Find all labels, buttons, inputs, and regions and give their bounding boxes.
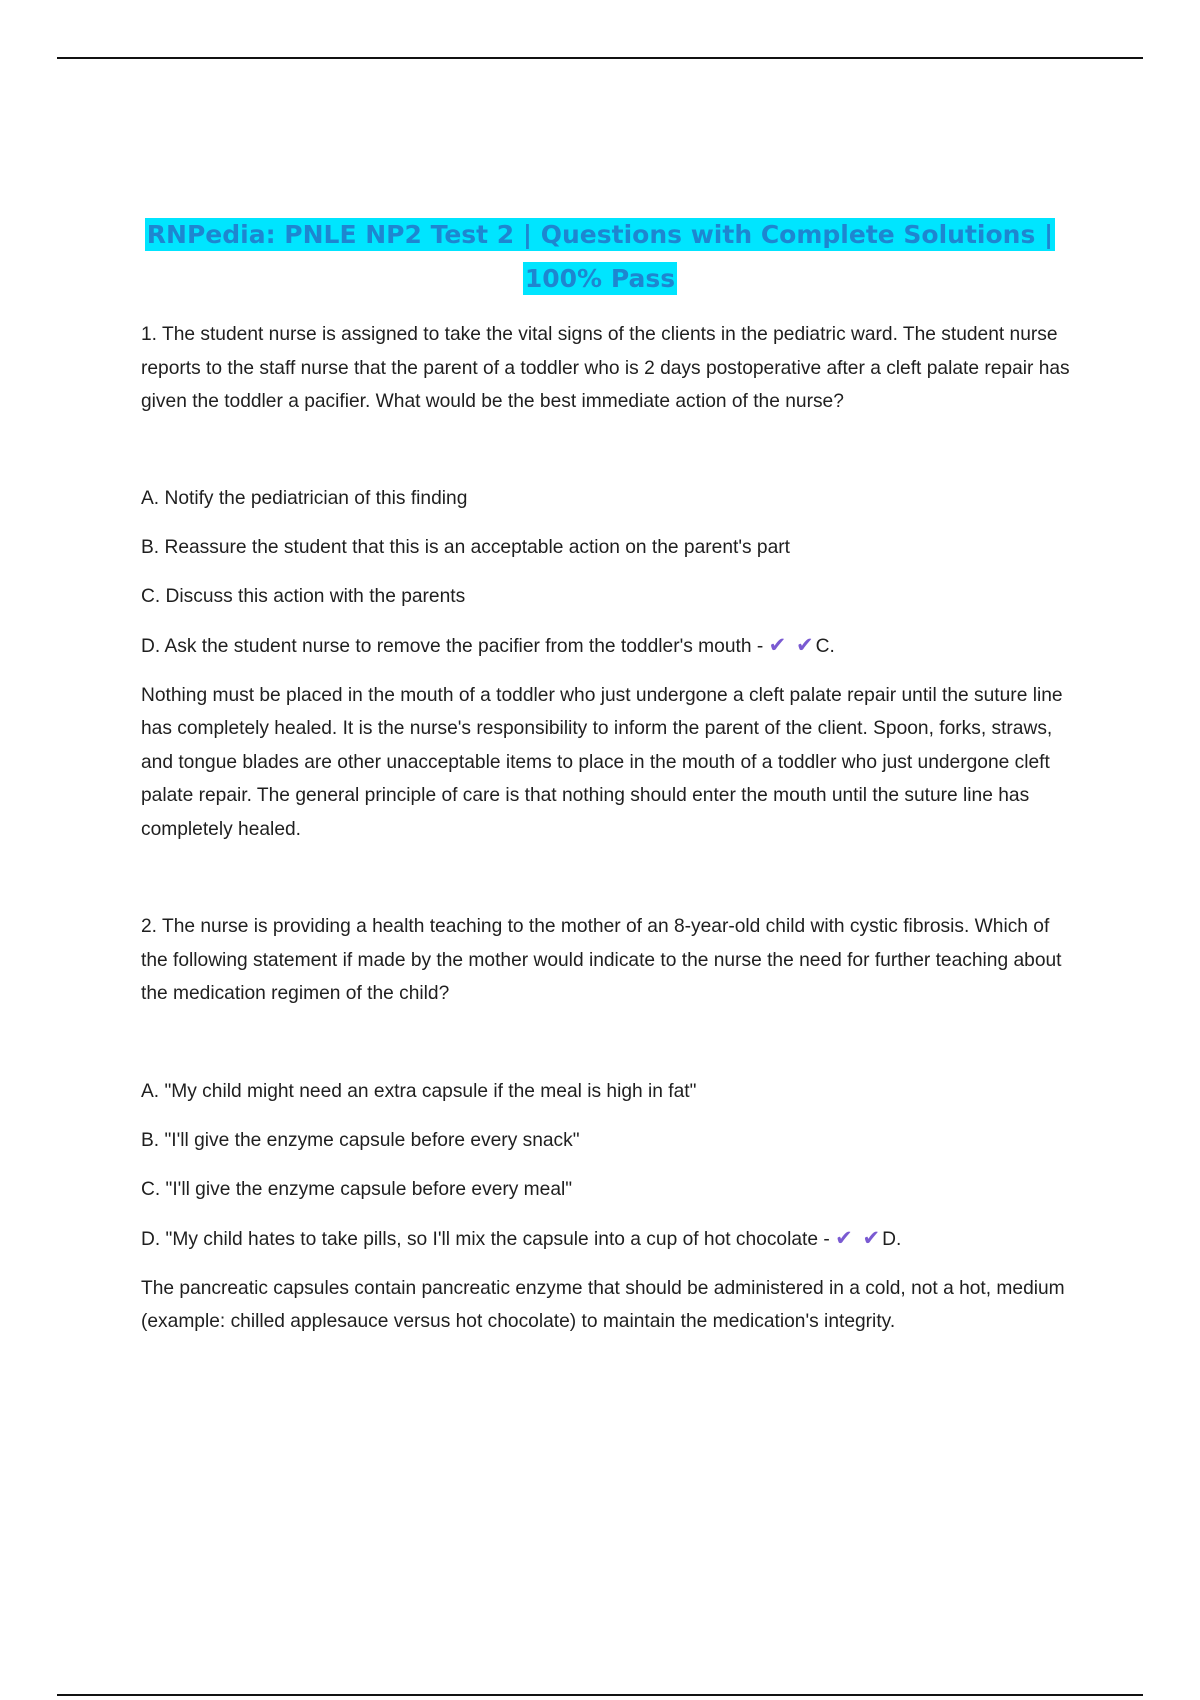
option-a: A. Notify the pediatrician of this finding <box>141 487 468 509</box>
document-title <box>140 213 1060 301</box>
option-d-text: D. Ask the student nurse to remove the pacifier from the toddler's mouth - <box>141 635 764 657</box>
title-line-1: RNPedia: PNLE NP2 Test 2 | Questions with Complete Solutions | <box>146 220 1054 249</box>
header-rule <box>57 57 1143 59</box>
question-text: 1. The student nurse is assigned to take the vital signs of the clients in the pediatric ward. The student nurse reports to the staff nurse that the parent of a toddler who is 2 days postoperative after a cleft palate repair has given the toddler a pacifier. What would be the best immediate action of the nurse? <box>141 324 1070 412</box>
option-d-text: D. "My child hates to take pills, so I'll mix the capsule into a cup of hot chocolate - <box>141 1228 830 1250</box>
footer-rule <box>57 1694 1143 1696</box>
question-block <box>141 318 1071 846</box>
answer-key: C. <box>815 635 835 657</box>
rationale-text: Nothing must be placed in the mouth of a toddler who just undergone a cleft palate repair until the suture line has completely healed. It is the nurse's responsibility to inform the parent of the client. Spoon, forks, straws, and tongue blades are other unacceptable items to place in the mouth of a toddler who just undergone cleft palate repair. The general principle of care is that nothing should enter the mouth until the suture line has completely healed. <box>141 684 1063 840</box>
question-text: 2. The nurse is providing a health teaching to the mother of an 8-year-old child with cystic fibrosis. Which of the following statement if made by the mother would indicate to the nurse the need for further teaching about the medication regimen of the child? <box>141 916 1062 1004</box>
option-b: B. "I'll give the enzyme capsule before every snack" <box>141 1129 580 1151</box>
check-mark-icon: ✔ ✔ <box>835 1226 883 1250</box>
option-a: A. "My child might need an extra capsule if the meal is high in fat" <box>141 1080 697 1102</box>
option-c: C. "I'll give the enzyme capsule before every meal" <box>141 1178 573 1200</box>
check-mark-icon: ✔ ✔ <box>768 633 816 657</box>
option-d <box>141 1222 1071 1272</box>
answer-key: D. <box>882 1228 902 1250</box>
title-line-2: 100% Pass <box>524 264 676 293</box>
question-block <box>141 910 1071 1339</box>
option-d <box>141 629 1071 679</box>
rationale-text: The pancreatic capsules contain pancreatic enzyme that should be administered in a cold, not a hot, medium (example: chilled applesauce versus hot chocolate) to maintain the medication's integrity. <box>141 1277 1065 1332</box>
option-b: B. Reassure the student that this is an acceptable action on the parent's part <box>141 536 790 558</box>
document-body <box>141 318 1071 1339</box>
option-c: C. Discuss this action with the parents <box>141 585 466 607</box>
